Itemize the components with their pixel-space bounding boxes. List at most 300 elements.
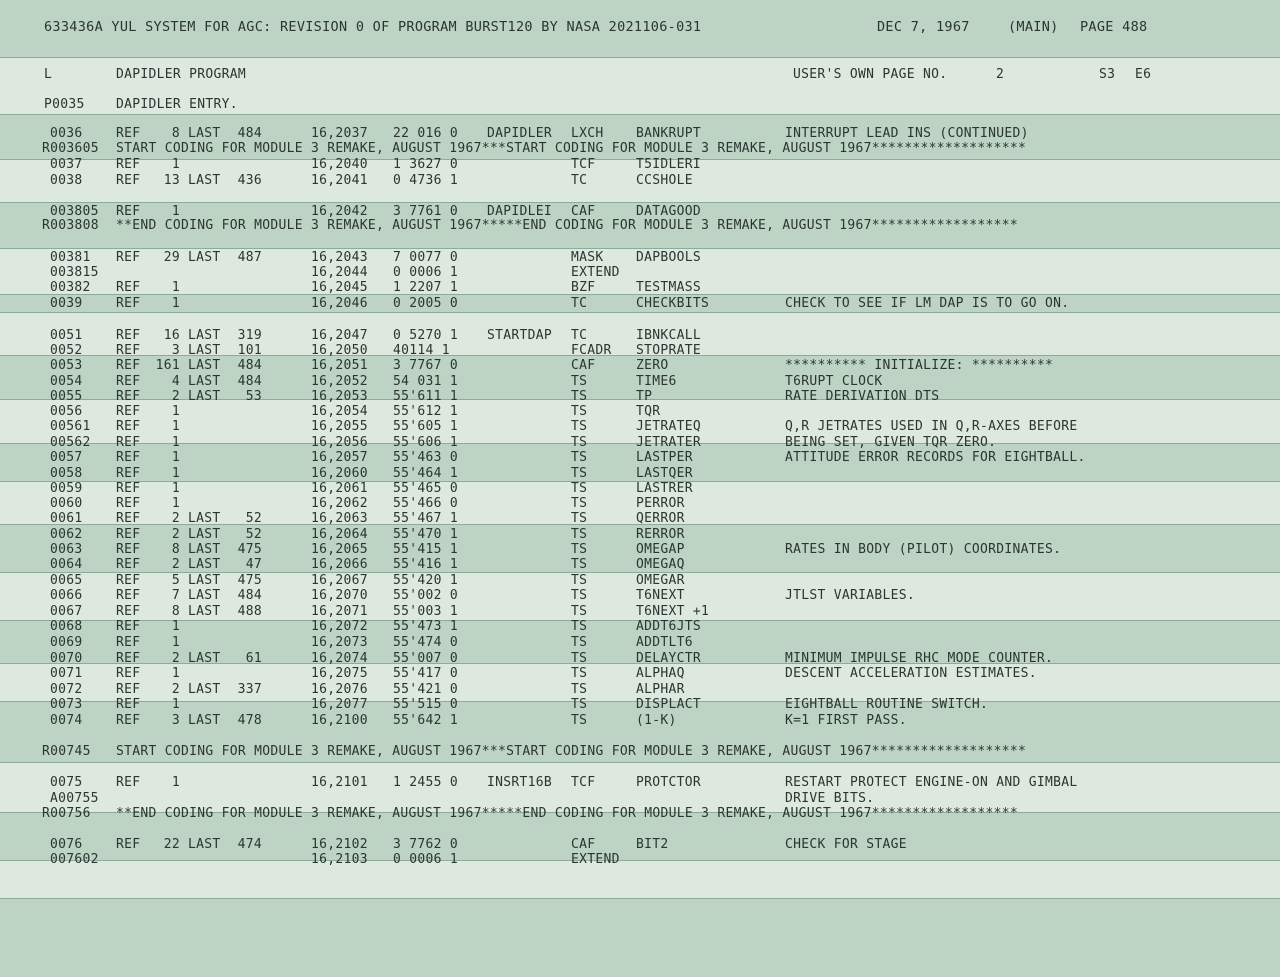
line-ref-count: 2 — [171, 389, 180, 404]
line-card-number: 0076 — [50, 837, 83, 852]
line-opcode: TS — [571, 496, 588, 511]
line-ref-tag: REF — [116, 419, 141, 434]
line-operand: BANKRUPT — [636, 126, 702, 141]
line-opcode: TS — [571, 466, 588, 481]
line-address: 16,2102 — [311, 837, 368, 852]
line-opcode: BZF — [571, 280, 596, 295]
line-address: 16,2064 — [311, 527, 368, 542]
line-ref-count: 1 — [171, 619, 180, 634]
line-opcode: TS — [571, 604, 588, 619]
line-ref-tag: REF — [116, 588, 141, 603]
line-ref-tag: REF — [116, 450, 141, 465]
line-operand: LASTQER — [636, 466, 693, 481]
module-remake-banner: START CODING FOR MODULE 3 REMAKE, AUGUST 1967***START CODING FOR MODULE 3 REMAKE, AUGUST 1967******************* — [116, 141, 1027, 156]
line-address: 16,2042 — [311, 204, 368, 219]
line-operand: (1-K) — [636, 713, 677, 728]
page-header-section: (MAIN) — [1008, 19, 1059, 35]
line-ref-count: 1 — [171, 404, 180, 419]
line-ref-count: 7 — [171, 588, 180, 603]
line-operand: JETRATER — [636, 435, 702, 450]
line-last-tag: LAST — [188, 389, 221, 404]
line-label: DAPIDLEI — [487, 204, 553, 219]
line-ref-count: 13 — [163, 173, 180, 188]
line-octal-word: 0 4736 1 — [393, 173, 459, 188]
line-operand: RERROR — [636, 527, 685, 542]
line-opcode: TS — [571, 389, 588, 404]
line-address: 16,2067 — [311, 573, 368, 588]
line-comment: DESCENT ACCELERATION ESTIMATES. — [785, 666, 1037, 681]
line-address: 16,2072 — [311, 619, 368, 634]
line-card-number: 003805 — [50, 204, 99, 219]
line-opcode: TCF — [571, 775, 596, 790]
log-marker: L — [44, 67, 53, 82]
line-operand: PERROR — [636, 496, 685, 511]
line-ref-tag: REF — [116, 374, 141, 389]
line-address: 16,2071 — [311, 604, 368, 619]
line-address: 16,2054 — [311, 404, 368, 419]
line-address: 16,2057 — [311, 450, 368, 465]
line-octal-word: 0 2005 0 — [393, 296, 459, 311]
line-opcode: TS — [571, 635, 588, 650]
line-address: 16,2073 — [311, 635, 368, 650]
line-octal-word: 55'003 1 — [393, 604, 459, 619]
line-address: 16,2103 — [311, 852, 368, 867]
line-ref-count: 1 — [171, 296, 180, 311]
sheet-code: S3 — [1099, 67, 1116, 82]
line-ref-tag: REF — [116, 173, 141, 188]
line-opcode: TS — [571, 713, 588, 728]
line-last-page: 47 — [245, 557, 262, 572]
line-octal-word: 55'465 0 — [393, 481, 459, 496]
line-last-page: 484 — [237, 588, 262, 603]
line-last-page: 484 — [237, 126, 262, 141]
line-ref-count: 1 — [171, 697, 180, 712]
line-last-tag: LAST — [188, 837, 221, 852]
line-operand: ZERO — [636, 358, 669, 373]
line-opcode: TS — [571, 666, 588, 681]
line-ref-count: 2 — [171, 527, 180, 542]
line-ref-count: 22 — [163, 837, 180, 852]
line-ref-tag: REF — [116, 837, 141, 852]
line-ref-tag: REF — [116, 511, 141, 526]
line-octal-word: 3 7762 0 — [393, 837, 459, 852]
line-address: 16,2055 — [311, 419, 368, 434]
line-card-number: 00382 — [50, 280, 91, 295]
line-comment: RESTART PROTECT ENGINE-ON AND GIMBAL — [785, 775, 1078, 790]
line-opcode: TC — [571, 173, 588, 188]
line-card-number: 00561 — [50, 419, 91, 434]
line-card-number: 0061 — [50, 511, 83, 526]
line-comment: BEING SET, GIVEN TQR ZERO. — [785, 435, 997, 450]
line-ref-count: 1 — [171, 496, 180, 511]
rule — [0, 312, 1280, 313]
line-octal-word: 55'007 0 — [393, 651, 459, 666]
line-opcode: TS — [571, 450, 588, 465]
line-ref-tag: REF — [116, 157, 141, 172]
line-comment: DRIVE BITS. — [785, 791, 875, 806]
line-address: 16,2041 — [311, 173, 368, 188]
line-card-number: 0062 — [50, 527, 83, 542]
line-operand: T6NEXT — [636, 588, 685, 603]
line-ref-count: 1 — [171, 280, 180, 295]
module-remake-banner: **END CODING FOR MODULE 3 REMAKE, AUGUST 1967*****END CODING FOR MODULE 3 REMAKE, AUGUST 1967****************** — [116, 806, 1019, 821]
line-last-page: 475 — [237, 573, 262, 588]
line-opcode: CAF — [571, 837, 596, 852]
line-last-page: 488 — [237, 604, 262, 619]
line-opcode: TS — [571, 511, 588, 526]
line-opcode: TS — [571, 573, 588, 588]
line-octal-word: 55'417 0 — [393, 666, 459, 681]
entry-title: DAPIDLER ENTRY. — [116, 97, 238, 112]
line-card-number: R003808 — [42, 218, 99, 233]
line-last-page: 101 — [237, 343, 262, 358]
line-ref-count: 1 — [171, 775, 180, 790]
line-operand: ALPHAR — [636, 682, 685, 697]
line-octal-word: 0 0006 1 — [393, 852, 459, 867]
line-card-number: 0057 — [50, 450, 83, 465]
line-ref-tag: REF — [116, 635, 141, 650]
line-ref-count: 29 — [163, 250, 180, 265]
line-last-page: 52 — [245, 511, 262, 526]
line-address: 16,2050 — [311, 343, 368, 358]
line-operand: TP — [636, 389, 653, 404]
line-opcode: LXCH — [571, 126, 604, 141]
line-octal-word: 3 7761 0 — [393, 204, 459, 219]
line-card-number: 0060 — [50, 496, 83, 511]
line-octal-word: 55'463 0 — [393, 450, 459, 465]
line-ref-tag: REF — [116, 466, 141, 481]
line-octal-word: 55'606 1 — [393, 435, 459, 450]
line-last-page: 436 — [237, 173, 262, 188]
line-card-number: 0063 — [50, 542, 83, 557]
line-octal-word: 7 0077 0 — [393, 250, 459, 265]
line-comment: INTERRUPT LEAD INS (CONTINUED) — [785, 126, 1029, 141]
line-opcode: TS — [571, 619, 588, 634]
sheet-code-2: E6 — [1135, 67, 1152, 82]
line-octal-word: 55'002 0 — [393, 588, 459, 603]
line-address: 16,2051 — [311, 358, 368, 373]
line-opcode: TS — [571, 682, 588, 697]
line-last-page: 52 — [245, 527, 262, 542]
line-address: 16,2100 — [311, 713, 368, 728]
module-remake-banner: START CODING FOR MODULE 3 REMAKE, AUGUST 1967***START CODING FOR MODULE 3 REMAKE, AUGUST 1967******************* — [116, 744, 1027, 759]
line-operand: ALPHAQ — [636, 666, 685, 681]
line-card-number: A00755 — [50, 791, 99, 806]
line-opcode: TS — [571, 481, 588, 496]
line-ref-tag: REF — [116, 343, 141, 358]
line-ref-tag: REF — [116, 435, 141, 450]
line-opcode: CAF — [571, 358, 596, 373]
line-ref-tag: REF — [116, 713, 141, 728]
line-comment: T6RUPT CLOCK — [785, 374, 883, 389]
rule — [0, 248, 1280, 249]
line-address: 16,2076 — [311, 682, 368, 697]
line-octal-word: 55'611 1 — [393, 389, 459, 404]
line-last-tag: LAST — [188, 250, 221, 265]
line-ref-count: 1 — [171, 435, 180, 450]
line-octal-word: 55'466 0 — [393, 496, 459, 511]
line-address: 16,2037 — [311, 126, 368, 141]
line-operand: T5IDLERI — [636, 157, 702, 172]
line-card-number: 0070 — [50, 651, 83, 666]
line-card-number: 0037 — [50, 157, 83, 172]
line-last-page: 61 — [245, 651, 262, 666]
line-opcode: TS — [571, 697, 588, 712]
line-octal-word: 55'515 0 — [393, 697, 459, 712]
line-card-number: 0038 — [50, 173, 83, 188]
line-octal-word: 40114 1 — [393, 343, 450, 358]
line-card-number: 0036 — [50, 126, 83, 141]
line-ref-tag: REF — [116, 697, 141, 712]
line-comment: EIGHTBALL ROUTINE SWITCH. — [785, 697, 989, 712]
line-comment: Q,R JETRATES USED IN Q,R-AXES BEFORE — [785, 419, 1078, 434]
line-ref-tag: REF — [116, 573, 141, 588]
line-opcode: TS — [571, 419, 588, 434]
line-octal-word: 0 0006 1 — [393, 265, 459, 280]
line-card-number: 00381 — [50, 250, 91, 265]
line-card-number: 007602 — [50, 852, 99, 867]
line-operand: TESTMASS — [636, 280, 702, 295]
line-address: 16,2047 — [311, 328, 368, 343]
line-label: INSRT16B — [487, 775, 553, 790]
line-octal-word: 0 5270 1 — [393, 328, 459, 343]
line-operand: IBNKCALL — [636, 328, 702, 343]
line-operand: PROTCTOR — [636, 775, 702, 790]
line-last-page: 487 — [237, 250, 262, 265]
line-octal-word: 55'420 1 — [393, 573, 459, 588]
line-ref-count: 3 — [171, 713, 180, 728]
entry-card-number: P0035 — [44, 97, 85, 112]
line-octal-word: 55'642 1 — [393, 713, 459, 728]
line-ref-tag: REF — [116, 481, 141, 496]
line-card-number: 0074 — [50, 713, 83, 728]
line-operand: LASTPER — [636, 450, 693, 465]
line-operand: DELAYCTR — [636, 651, 702, 666]
line-ref-count: 16 — [163, 328, 180, 343]
line-card-number: 0066 — [50, 588, 83, 603]
line-last-tag: LAST — [188, 682, 221, 697]
line-ref-count: 1 — [171, 419, 180, 434]
line-last-tag: LAST — [188, 343, 221, 358]
line-opcode: TS — [571, 557, 588, 572]
line-address: 16,2046 — [311, 296, 368, 311]
line-address: 16,2040 — [311, 157, 368, 172]
line-card-number: 0067 — [50, 604, 83, 619]
line-card-number: 0059 — [50, 481, 83, 496]
line-ref-tag: REF — [116, 682, 141, 697]
line-card-number: R003605 — [42, 141, 99, 156]
line-ref-count: 8 — [171, 542, 180, 557]
line-operand: BIT2 — [636, 837, 669, 852]
line-ref-count: 8 — [171, 126, 180, 141]
line-card-number: 0072 — [50, 682, 83, 697]
line-octal-word: 55'415 1 — [393, 542, 459, 557]
line-ref-count: 8 — [171, 604, 180, 619]
line-address: 16,2061 — [311, 481, 368, 496]
line-operand: ADDTLT6 — [636, 635, 693, 650]
line-opcode: TS — [571, 527, 588, 542]
line-octal-word: 1 3627 0 — [393, 157, 459, 172]
line-comment: CHECK FOR STAGE — [785, 837, 907, 852]
line-card-number: R00745 — [42, 744, 91, 759]
line-ref-count: 2 — [171, 557, 180, 572]
line-operand: STOPRATE — [636, 343, 702, 358]
line-ref-tag: REF — [116, 542, 141, 557]
line-opcode: EXTEND — [571, 852, 620, 867]
line-octal-word: 55'474 0 — [393, 635, 459, 650]
line-ref-tag: REF — [116, 527, 141, 542]
line-ref-tag: REF — [116, 496, 141, 511]
line-octal-word: 55'467 1 — [393, 511, 459, 526]
line-opcode: TS — [571, 374, 588, 389]
line-address: 16,2065 — [311, 542, 368, 557]
line-ref-count: 1 — [171, 481, 180, 496]
page-header-title: 633436A YUL SYSTEM FOR AGC: REVISION 0 OF PROGRAM BURST120 BY NASA 2021106-031 — [44, 19, 702, 35]
line-octal-word: 1 2455 0 — [393, 775, 459, 790]
line-ref-tag: REF — [116, 775, 141, 790]
line-address: 16,2066 — [311, 557, 368, 572]
line-card-number: 003815 — [50, 265, 99, 280]
line-comment: CHECK TO SEE IF LM DAP IS TO GO ON. — [785, 296, 1070, 311]
line-ref-count: 1 — [171, 466, 180, 481]
line-card-number: 0053 — [50, 358, 83, 373]
line-ref-count: 1 — [171, 666, 180, 681]
line-ref-tag: REF — [116, 557, 141, 572]
program-title: DAPIDLER PROGRAM — [116, 67, 247, 82]
line-card-number: 0065 — [50, 573, 83, 588]
line-last-page: 484 — [237, 358, 262, 373]
line-octal-word: 55'605 1 — [393, 419, 459, 434]
line-octal-word: 55'421 0 — [393, 682, 459, 697]
line-card-number: 0058 — [50, 466, 83, 481]
line-operand: T6NEXT +1 — [636, 604, 710, 619]
line-address: 16,2044 — [311, 265, 368, 280]
page-header-date: DEC 7, 1967 — [877, 19, 970, 35]
line-last-page: 53 — [245, 389, 262, 404]
line-last-tag: LAST — [188, 527, 221, 542]
line-octal-word: 54 031 1 — [393, 374, 459, 389]
line-ref-count: 1 — [171, 450, 180, 465]
line-ref-tag: REF — [116, 604, 141, 619]
line-label: STARTDAP — [487, 328, 553, 343]
line-ref-tag: REF — [116, 296, 141, 311]
line-ref-count: 2 — [171, 511, 180, 526]
rule — [0, 114, 1280, 115]
line-ref-tag: REF — [116, 651, 141, 666]
line-last-tag: LAST — [188, 173, 221, 188]
line-octal-word: 1 2207 1 — [393, 280, 459, 295]
line-comment: RATE DERIVATION DTS — [785, 389, 940, 404]
line-address: 16,2060 — [311, 466, 368, 481]
line-card-number: 0054 — [50, 374, 83, 389]
line-last-tag: LAST — [188, 126, 221, 141]
line-comment: JTLST VARIABLES. — [785, 588, 916, 603]
line-ref-tag: REF — [116, 389, 141, 404]
line-card-number: 00562 — [50, 435, 91, 450]
line-opcode: TC — [571, 296, 588, 311]
page-header-page: PAGE 488 — [1080, 19, 1148, 35]
line-address: 16,2063 — [311, 511, 368, 526]
line-address: 16,2062 — [311, 496, 368, 511]
line-address: 16,2074 — [311, 651, 368, 666]
line-last-page: 319 — [237, 328, 262, 343]
line-opcode: EXTEND — [571, 265, 620, 280]
line-ref-count: 4 — [171, 374, 180, 389]
module-remake-banner: **END CODING FOR MODULE 3 REMAKE, AUGUST 1967*****END CODING FOR MODULE 3 REMAKE, AUGUST 1967****************** — [116, 218, 1019, 233]
line-card-number: 0052 — [50, 343, 83, 358]
line-last-tag: LAST — [188, 358, 221, 373]
line-ref-count: 2 — [171, 651, 180, 666]
line-octal-word: 55'464 1 — [393, 466, 459, 481]
line-operand: ADDT6JTS — [636, 619, 702, 634]
line-octal-word: 55'612 1 — [393, 404, 459, 419]
line-operand: OMEGAQ — [636, 557, 685, 572]
line-card-number: 0051 — [50, 328, 83, 343]
rule — [0, 762, 1280, 763]
line-ref-count: 1 — [171, 204, 180, 219]
line-address: 16,2101 — [311, 775, 368, 790]
rule — [0, 57, 1280, 58]
line-card-number: 0055 — [50, 389, 83, 404]
rule — [0, 860, 1280, 861]
line-operand: TQR — [636, 404, 661, 419]
line-operand: CHECKBITS — [636, 296, 710, 311]
line-opcode: TS — [571, 542, 588, 557]
line-last-tag: LAST — [188, 604, 221, 619]
line-last-tag: LAST — [188, 374, 221, 389]
line-address: 16,2052 — [311, 374, 368, 389]
users-page-number: 2 — [996, 67, 1005, 82]
line-operand: OMEGAP — [636, 542, 685, 557]
line-opcode: MASK — [571, 250, 604, 265]
line-ref-count: 1 — [171, 157, 180, 172]
line-last-tag: LAST — [188, 651, 221, 666]
line-card-number: 0075 — [50, 775, 83, 790]
line-operand: QERROR — [636, 511, 685, 526]
line-card-number: 0056 — [50, 404, 83, 419]
line-comment: RATES IN BODY (PILOT) COORDINATES. — [785, 542, 1062, 557]
line-address: 16,2045 — [311, 280, 368, 295]
line-card-number: 0071 — [50, 666, 83, 681]
line-ref-count: 161 — [155, 358, 180, 373]
line-last-tag: LAST — [188, 573, 221, 588]
rule — [0, 202, 1280, 203]
line-card-number: 0039 — [50, 296, 83, 311]
line-opcode: TS — [571, 435, 588, 450]
line-octal-word: 55'416 1 — [393, 557, 459, 572]
line-last-page: 484 — [237, 374, 262, 389]
line-ref-tag: REF — [116, 666, 141, 681]
line-ref-tag: REF — [116, 126, 141, 141]
line-octal-word: 3 7767 0 — [393, 358, 459, 373]
line-last-tag: LAST — [188, 511, 221, 526]
line-last-tag: LAST — [188, 713, 221, 728]
line-octal-word: 55'470 1 — [393, 527, 459, 542]
users-page-label: USER'S OWN PAGE NO. — [793, 67, 948, 82]
line-opcode: TCF — [571, 157, 596, 172]
line-ref-tag: REF — [116, 250, 141, 265]
line-card-number: 0068 — [50, 619, 83, 634]
line-octal-word: 22 016 0 — [393, 126, 459, 141]
line-last-page: 478 — [237, 713, 262, 728]
line-ref-count: 5 — [171, 573, 180, 588]
line-opcode: FCADR — [571, 343, 612, 358]
line-opcode: TC — [571, 328, 588, 343]
line-last-page: 474 — [237, 837, 262, 852]
line-label: DAPIDLER — [487, 126, 553, 141]
line-opcode: TS — [571, 651, 588, 666]
line-operand: DISPLACT — [636, 697, 702, 712]
